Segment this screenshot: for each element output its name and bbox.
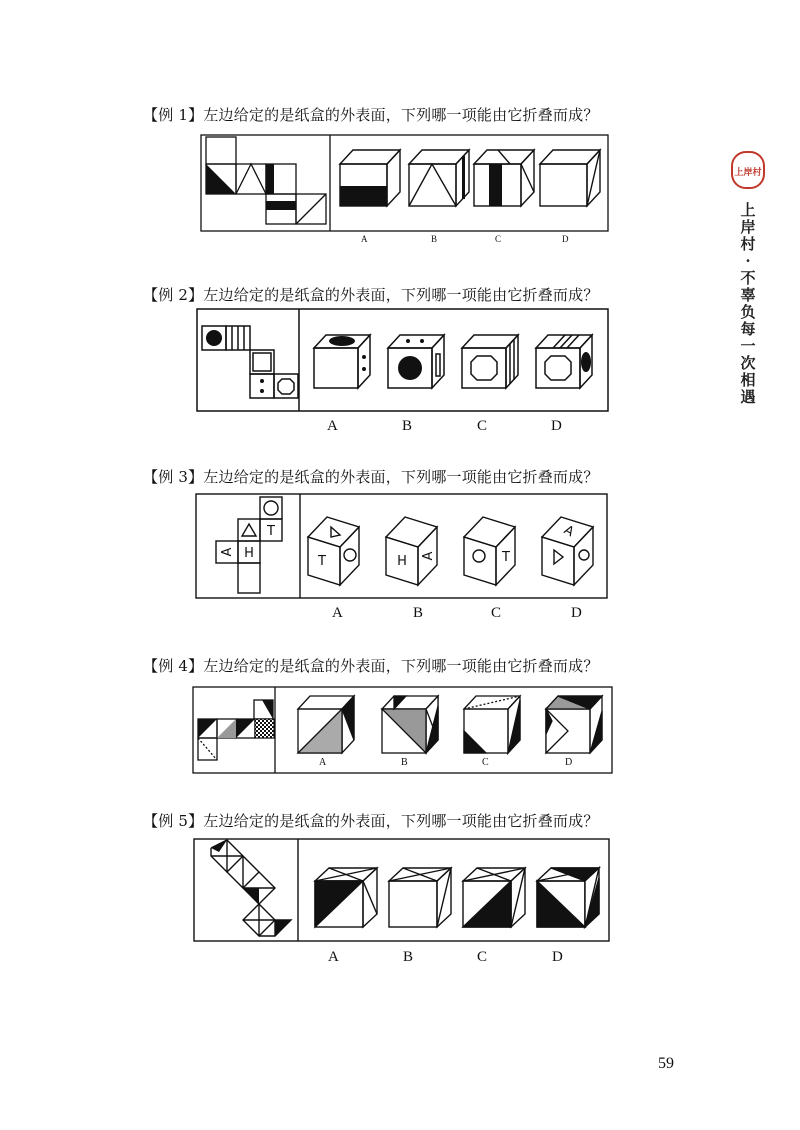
question-3-title: 【例 3】左边给定的是纸盒的外表面，下列哪一项能由它折叠而成？	[143, 468, 599, 486]
question-1-title: 【例 1】左边给定的是纸盒的外表面，下列哪一项能由它折叠而成？	[143, 106, 599, 124]
slogan-char: 不	[740, 269, 756, 287]
question-5-title: 【例 5】左边给定的是纸盒的外表面，下列哪一项能由它折叠而成？	[143, 812, 599, 830]
q2-option-a[interactable]: A	[327, 418, 338, 434]
q4-option-c[interactable]: C	[482, 757, 489, 768]
q4-option-d[interactable]: D	[565, 757, 573, 768]
net-a-glyph: A	[220, 547, 235, 557]
q4-option-a[interactable]: A	[319, 757, 327, 768]
q2-option-c[interactable]: C	[477, 418, 488, 434]
question-2-figure	[196, 308, 610, 414]
question-4-title: 【例 4】左边给定的是纸盒的外表面，下列哪一项能由它折叠而成？	[143, 657, 599, 675]
q1-option-c[interactable]: C	[495, 234, 502, 244]
cube-b-a-glyph: A	[421, 551, 436, 561]
q5-option-b[interactable]: B	[403, 949, 414, 965]
question-3-figure	[195, 493, 609, 601]
slogan-char: 上	[740, 201, 756, 219]
q1-option-a[interactable]: A	[361, 234, 368, 244]
slogan-char: 相	[740, 371, 756, 389]
q2-option-labels	[196, 418, 610, 438]
q1-option-b[interactable]: B	[431, 234, 438, 244]
q3-option-d[interactable]: D	[571, 605, 582, 621]
brand-slogan	[734, 202, 762, 406]
q1-option-d[interactable]: D	[562, 234, 569, 244]
net-t-glyph: T	[267, 524, 275, 539]
question-1-figure	[200, 134, 610, 234]
page-number: 59	[658, 1055, 674, 1072]
cube-a-t-glyph: T	[318, 554, 326, 569]
q5-option-c[interactable]: C	[477, 949, 488, 965]
question-5-figure	[193, 838, 611, 944]
q5-option-labels	[193, 949, 611, 969]
slogan-char: 每	[740, 320, 756, 338]
slogan-char: 负	[740, 303, 756, 321]
cube-c-t-glyph: T	[502, 550, 510, 565]
cube-b-h-glyph: H	[397, 554, 407, 569]
q5-option-a[interactable]: A	[328, 949, 339, 965]
question-2-title: 【例 2】左边给定的是纸盒的外表面，下列哪一项能由它折叠而成？	[143, 286, 599, 304]
slogan-char: 次	[740, 354, 756, 372]
q3-option-a[interactable]: A	[332, 605, 343, 621]
slogan-char: ·	[745, 252, 751, 270]
slogan-char: 岸	[740, 218, 756, 236]
q4-option-labels	[192, 757, 614, 771]
q3-option-c[interactable]: C	[491, 605, 502, 621]
q3-option-b[interactable]: B	[413, 605, 424, 621]
slogan-char: 辜	[740, 286, 756, 304]
slogan-char: 遇	[740, 388, 756, 406]
brand-seal	[730, 150, 766, 190]
q5-option-d[interactable]: D	[552, 949, 563, 965]
q1-option-labels	[200, 234, 610, 248]
q2-option-d[interactable]: D	[551, 418, 562, 434]
cube-d-a-glyph: A	[561, 522, 577, 541]
q3-option-labels	[195, 605, 609, 625]
q2-option-b[interactable]: B	[402, 418, 413, 434]
slogan-char: 村	[740, 235, 756, 253]
net-h-glyph: H	[244, 546, 254, 561]
q4-option-b[interactable]: B	[401, 757, 408, 768]
brand-seal-text: 上岸村	[734, 168, 762, 178]
slogan-char: 一	[740, 337, 756, 355]
